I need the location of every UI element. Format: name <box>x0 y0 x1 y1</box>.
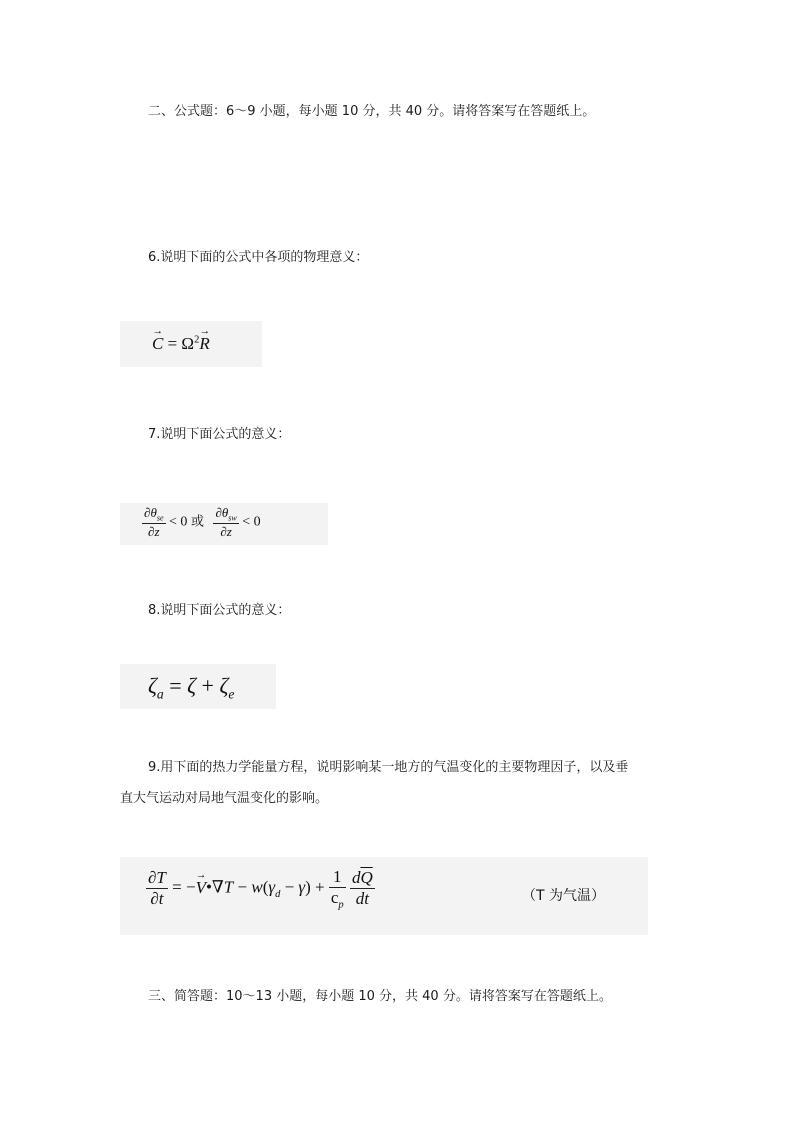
question-9-prompt-line2: 直大气运动对局地气温变化的影响。 <box>120 791 329 806</box>
equation-9-note: （T 为气温） <box>522 888 606 904</box>
equation-8-image <box>120 664 276 709</box>
equation-6: → $C = \Omega^2\to R$ <box>152 334 210 354</box>
equation-7-or: 或 <box>190 514 204 530</box>
equation-7: $\frac{\partial\theta_{se}}{\partial z}$ < 0 或 $\frac{\partial\theta_{sw}}{\partial z}$ < 0 <box>144 505 261 539</box>
equation-6-image <box>120 321 262 367</box>
question-6-prompt: 6.说明下面的公式中各项的物理意义： <box>148 250 369 265</box>
equation-7-image <box>120 503 328 545</box>
equation-9: $\frac{\partial T}{\partial t}$ = −→ V•∇T − $w(\gamma_d - \gamma)$ + $\frac{1}{c_p}$ $\frac{d\overline{Q}}{dt}$ <box>146 867 375 910</box>
question-9-prompt-line1: 9.用下面的热力学能量方程，说明影响某一地方的气温变化的主要物理因子，以及垂 <box>148 760 629 775</box>
section-3-heading: 三、简答题：10～13 小题，每小题 10 分，共 40 分。请将答案写在答题纸上。 <box>148 989 612 1004</box>
question-7-prompt: 7.说明下面公式的意义： <box>148 427 291 442</box>
equation-9-image <box>120 857 648 935</box>
question-8-prompt: 8.说明下面公式的意义： <box>148 603 291 618</box>
equation-8: $\zeta_a = \zeta + \zeta_e$ <box>148 673 235 702</box>
section-2-heading: 二、公式题：6～9 小题，每小题 10 分，共 40 分。请将答案写在答题纸上。 <box>148 104 596 119</box>
